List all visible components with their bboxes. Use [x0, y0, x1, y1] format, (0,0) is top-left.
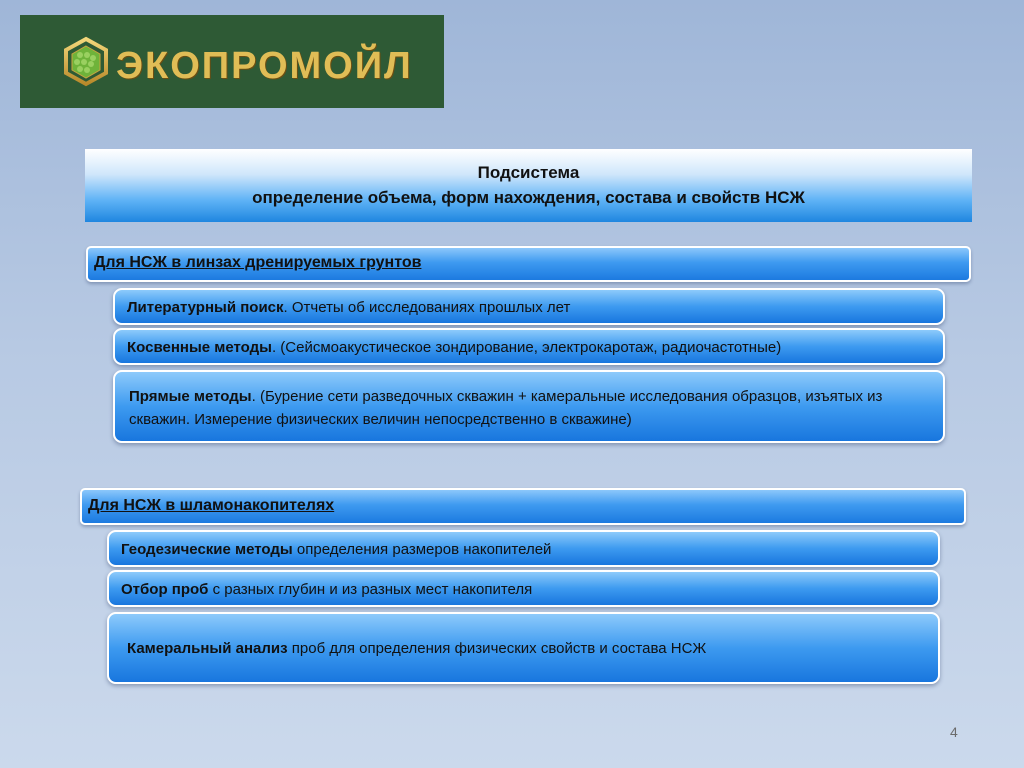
list-item: [113, 288, 945, 325]
list-item: [107, 612, 940, 684]
logo: [20, 15, 444, 108]
item-text: определения размеров накопителей: [292, 541, 552, 558]
title-line-1: Подсистема: [477, 163, 580, 182]
list-item: [107, 530, 940, 567]
section-header-label: Для НСЖ в линзах дренируемых грунтов: [94, 254, 422, 271]
logo-wordmark: ЭКОПРОМОЙЛ: [116, 45, 413, 87]
item-bold-label: Отбор проб: [121, 581, 209, 598]
section-header-drained-soils: [86, 246, 971, 282]
section-header-sludge-ponds: [80, 488, 966, 525]
slide-number: 4: [950, 724, 958, 740]
title-line-2: определение объема, форм нахождения, состава и свойств НСЖ: [252, 188, 805, 207]
page-title: [85, 149, 972, 222]
item-text: . (Бурение сети разведочных скважин + камеральные исследования образцов, изъятых из скважин. Измерение физических величин непосредственно в скважине): [129, 388, 883, 428]
list-item: [113, 328, 945, 365]
item-bold-label: Геодезические методы: [121, 541, 293, 558]
item-text: проб для определения физических свойств и состава НСЖ: [287, 640, 707, 657]
item-text: с разных глубин и из разных мест накопителя: [208, 581, 533, 598]
item-text: . Отчеты об исследованиях прошлых лет: [283, 299, 571, 316]
item-bold-label: Камеральный анализ: [127, 640, 288, 657]
list-item: [113, 370, 945, 443]
item-bold-label: Косвенные методы: [127, 339, 272, 356]
item-bold-label: Литературный поиск: [127, 299, 284, 316]
item-bold-label: Прямые методы: [129, 388, 252, 405]
section-header-label: Для НСЖ в шламонакопителях: [88, 497, 335, 514]
item-text: . (Сейсмоакустическое зондирование, электрокаротаж, радиочастотные): [271, 339, 782, 356]
list-item: [107, 570, 940, 607]
